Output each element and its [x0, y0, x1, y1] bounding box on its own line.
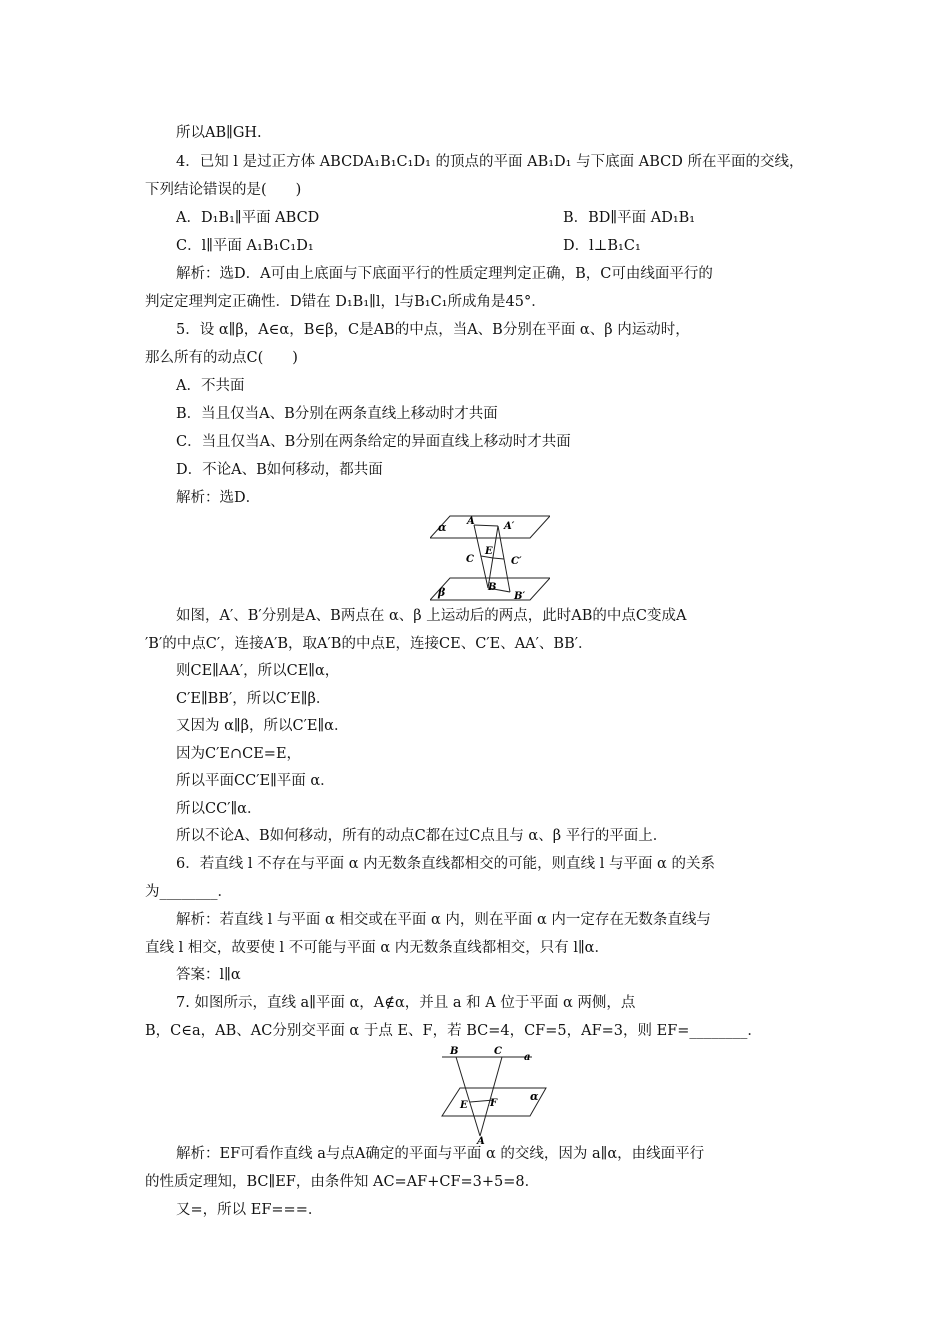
text-line: 所以AB∥GH. — [176, 125, 262, 141]
option-a: A．不共面 — [176, 378, 245, 394]
option-c: C．当且仅当A、B分别在两条给定的异面直线上移动时才共面 — [176, 434, 571, 450]
text-line: 那么所有的动点C( ) — [145, 350, 298, 366]
solution-4: 解析：选D．A可由上底面与下底面平行的性质定理判定正确，B，C可由线面平行的 — [176, 266, 713, 282]
fig1-E: E — [485, 546, 493, 557]
text-line: B，C∈a，AB、AC分别交平面 α 于点 E、F，若 BC=4，CF=5，AF=3，则 EF=________． — [145, 1023, 762, 1039]
fig1-C: C — [466, 554, 474, 565]
fig1-beta: β — [438, 586, 446, 599]
text-line: 判定定理判定正确性．D错在 D₁B₁∥l，l与B₁C₁所成角是45°． — [145, 294, 546, 310]
question-5-stem: 5．设 α∥β，A∈α，B∈β，C是AB的中点，当A、B分别在平面 α、β 内运动时， — [176, 322, 690, 338]
text-line: ′B′的中点C′，连接A′B，取A′B的中点E，连接CE、C′E、AA′、BB′． — [145, 636, 593, 652]
fig1-alpha: α — [438, 521, 447, 534]
text-line: 的性质定理知，BC∥EF，由条件知 AC=AF+CF=3+5=8． — [145, 1174, 540, 1190]
text-line: 所以平面CC′E∥平面 α． — [176, 773, 335, 789]
fig2-B: B — [450, 1046, 459, 1057]
answer-6: 答案：l∥α — [176, 967, 241, 983]
figure-line-plane — [432, 1044, 552, 1144]
fig1-C1: C′ — [511, 556, 522, 567]
option-a: A．D₁B₁∥平面 ABCD — [176, 210, 320, 226]
solution-5: 解析：选D． — [176, 490, 261, 506]
text-line: 又因为 α∥β，所以C′E∥α． — [176, 718, 349, 734]
text-line: 如图，A′、B′分别是A、B两点在 α、β 上运动后的两点，此时AB的中点C变成A — [176, 608, 687, 624]
fig1-B1: B′ — [514, 591, 526, 602]
text-line: 则CE∥AA′，所以CE∥α， — [176, 663, 340, 679]
fig2-E: E — [460, 1100, 468, 1111]
text-line: C′E∥BB′，所以C′E∥β． — [176, 691, 331, 707]
fig2-C: C — [494, 1046, 502, 1057]
text-line: 为________． — [145, 884, 232, 900]
fig2-F: F — [490, 1098, 498, 1109]
fig1-B: B — [488, 582, 497, 593]
text-line: 所以不论A、B如何移动，所有的动点C都在过C点且与 α、β 平行的平面上． — [176, 828, 668, 844]
question-6-stem: 6．若直线 l 不存在与平面 α 内无数条直线都相交的可能，则直线 l 与平面 α 的关系 — [176, 856, 715, 872]
text-line: 所以CC′∥α． — [176, 801, 262, 817]
text-line: 直线 l 相交，故要使 l 不可能与平面 α 内无数条直线都相交，只有 l∥α． — [145, 940, 609, 956]
option-d: D．不论A、B如何移动，都共面 — [176, 462, 383, 478]
option-c: C．l∥平面 A₁B₁C₁D₁ — [176, 238, 314, 254]
option-d: D．l⊥B₁C₁ — [563, 238, 641, 254]
question-7-stem: 7. 如图所示，直线 a∥平面 α，A∉α，并且 a 和 A 位于平面 α 两侧，点 — [176, 995, 636, 1011]
fig1-A1: A′ — [504, 521, 515, 532]
fig2-a: a — [524, 1052, 531, 1063]
question-4-stem: 4．已知 l 是过正方体 ABCDA₁B₁C₁D₁ 的顶点的平面 AB₁D₁ 与下底面 ABCD 所在平面的交线， — [176, 154, 804, 170]
fig2-alpha: α — [530, 1090, 539, 1103]
text-line: 又=，所以 EF===． — [176, 1202, 323, 1218]
option-b: B．当且仅当A、B分别在两条直线上移动时才共面 — [176, 406, 498, 422]
figure-parallel-planes — [430, 512, 550, 604]
fig1-A: A — [467, 516, 475, 527]
fig2-A: A — [477, 1136, 485, 1144]
text-line: 因为C′E∩CE=E， — [176, 746, 302, 762]
solution-6: 解析：若直线 l 与平面 α 相交或在平面 α 内，则在平面 α 内一定存在无数条直线与 — [176, 912, 711, 928]
solution-7: 解析：EF可看作直线 a与点A确定的平面与平面 α 的交线，因为 a∥α，由线面平行 — [176, 1146, 705, 1162]
text-line: 下列结论错误的是( ) — [145, 182, 302, 198]
option-b: B．BD∥平面 AD₁B₁ — [563, 210, 696, 226]
